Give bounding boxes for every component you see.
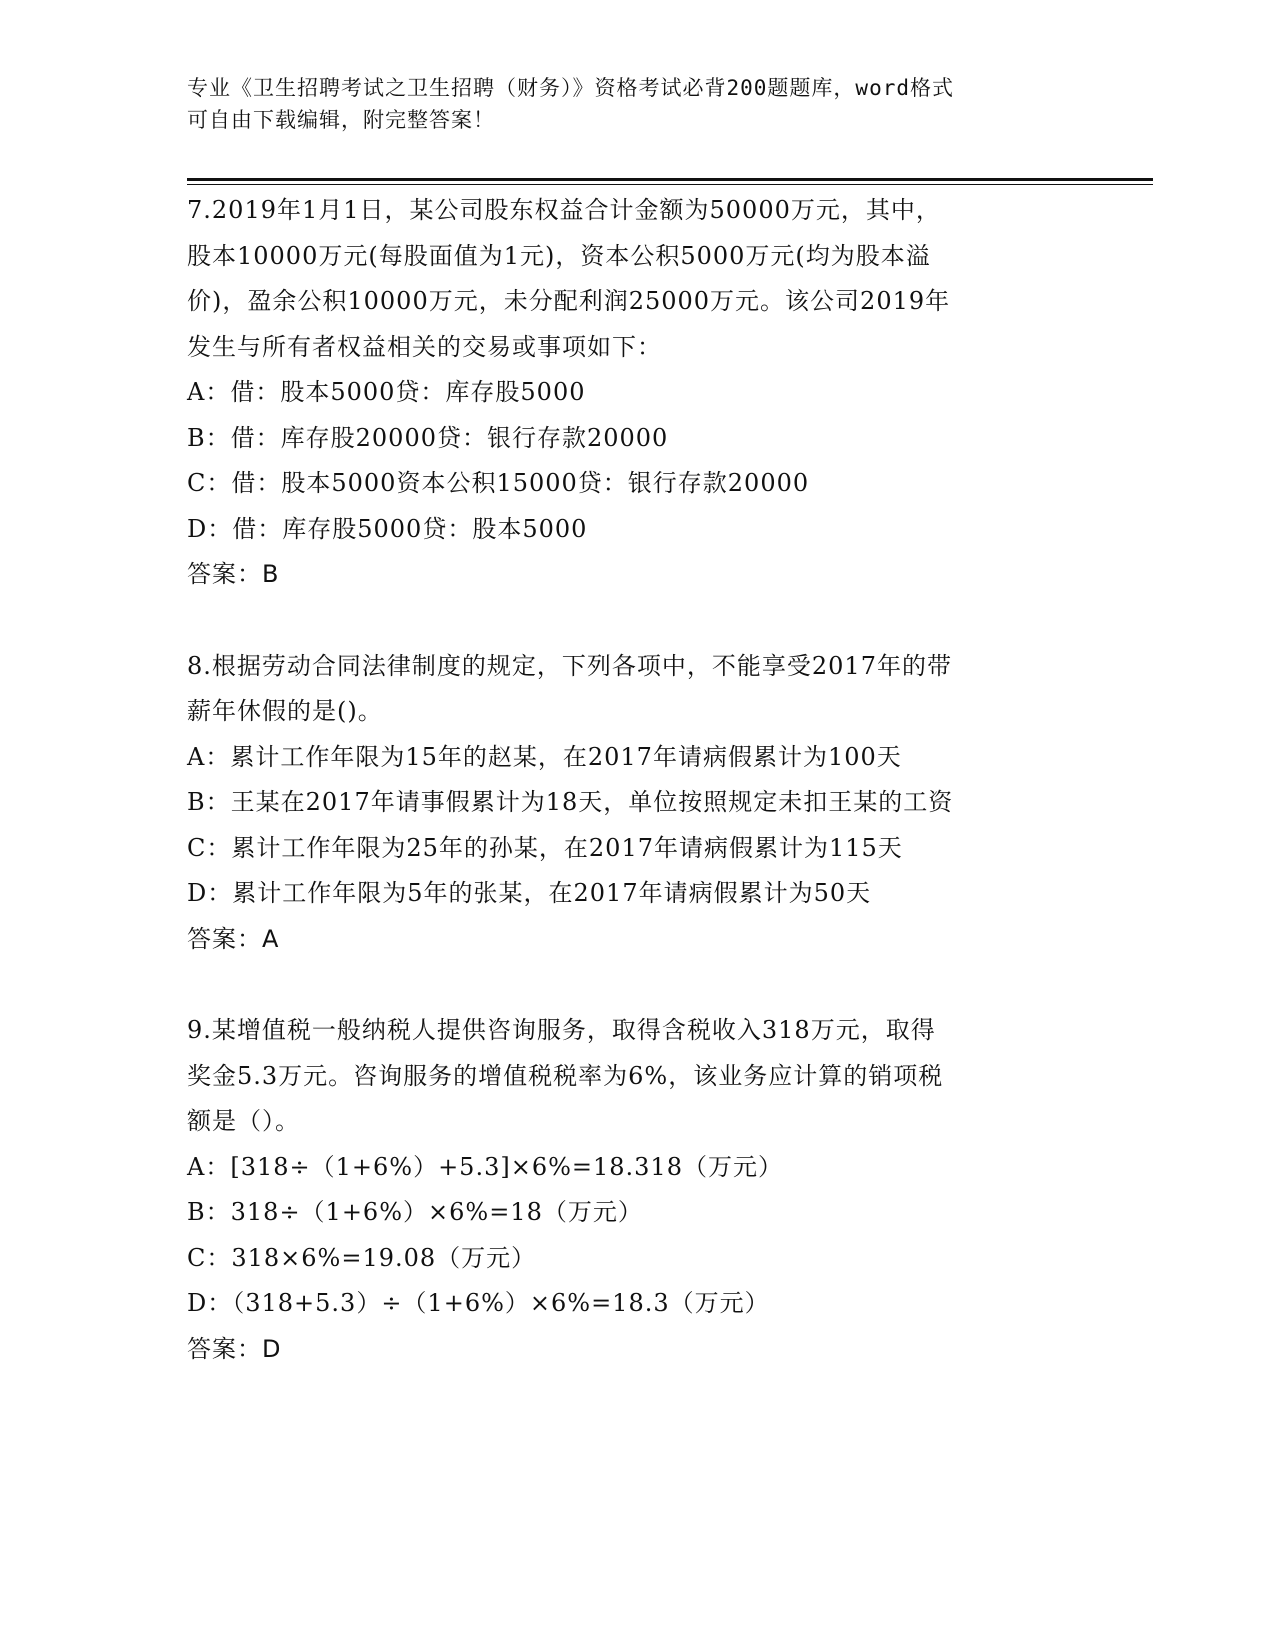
option-d: D：（318+5.3）÷（1+6%）×6%=18.3（万元） xyxy=(187,1289,770,1317)
question-text-line: 8.根据劳动合同法律制度的规定，下列各项中，不能享受2017年的带 xyxy=(187,651,952,680)
option-a: A：借：股本5000贷：库存股5000 xyxy=(187,378,586,406)
question-9 xyxy=(187,1008,1087,1372)
answer-line: 答案：B xyxy=(187,560,280,588)
option-a: A：[318÷（1+6%）+5.3]×6%=18.318（万元） xyxy=(187,1152,783,1181)
header-line-2: 可自由下载编辑，附完整答案！ xyxy=(187,108,495,132)
option-a: A：累计工作年限为15年的赵某，在2017年请病假累计为100天 xyxy=(187,742,902,771)
question-text-line: 价)，盈余公积10000万元，未分配利润25000万元。该公司2019年 xyxy=(187,287,951,315)
option-c: C：318×6%=19.08（万元） xyxy=(187,1243,537,1272)
question-text-line: 薪年休假的是()。 xyxy=(187,697,383,725)
question-text-line: 额是（）。 xyxy=(187,1107,300,1135)
answer-line: 答案：D xyxy=(187,1334,282,1363)
question-8 xyxy=(187,644,1087,963)
option-b: B：王某在2017年请事假累计为18天，单位按照规定未扣王某的工资 xyxy=(187,788,954,816)
option-b: B：借：库存股20000贷：银行存款20000 xyxy=(187,423,669,452)
option-d: D：借：库存股5000贷：股本5000 xyxy=(187,514,588,543)
option-c: C：借：股本5000资本公积15000贷：银行存款20000 xyxy=(187,469,810,497)
header-rule-thin xyxy=(187,184,1153,185)
header-line-1: 专业《卫生招聘考试之卫生招聘（财务）》资格考试必背200题题库，word格式 xyxy=(187,76,954,100)
question-7 xyxy=(187,188,1087,598)
answer-line: 答案：A xyxy=(187,924,280,953)
option-b: B：318÷（1+6%）×6%=18（万元） xyxy=(187,1198,643,1226)
document-header xyxy=(187,72,1087,136)
question-text-line: 7.2019年1月1日，某公司股东权益合计金额为50000万元，其中， xyxy=(187,196,941,224)
question-text-line: 9.某增值税一般纳税人提供咨询服务，取得含税收入318万元，取得 xyxy=(187,1016,936,1044)
option-c: C：累计工作年限为25年的孙某，在2017年请病假累计为115天 xyxy=(187,833,903,862)
question-list xyxy=(187,188,1087,1418)
header-rule-thick xyxy=(187,178,1153,181)
question-text-line: 发生与所有者权益相关的交易或事项如下： xyxy=(187,332,662,361)
question-text-line: 股本10000万元(每股面值为1元)，资本公积5000万元(均为股本溢 xyxy=(187,241,931,270)
option-d: D：累计工作年限为5年的张某，在2017年请病假累计为50天 xyxy=(187,879,872,907)
question-text-line: 奖金5.3万元。咨询服务的增值税税率为6%，该业务应计算的销项税 xyxy=(187,1061,944,1090)
